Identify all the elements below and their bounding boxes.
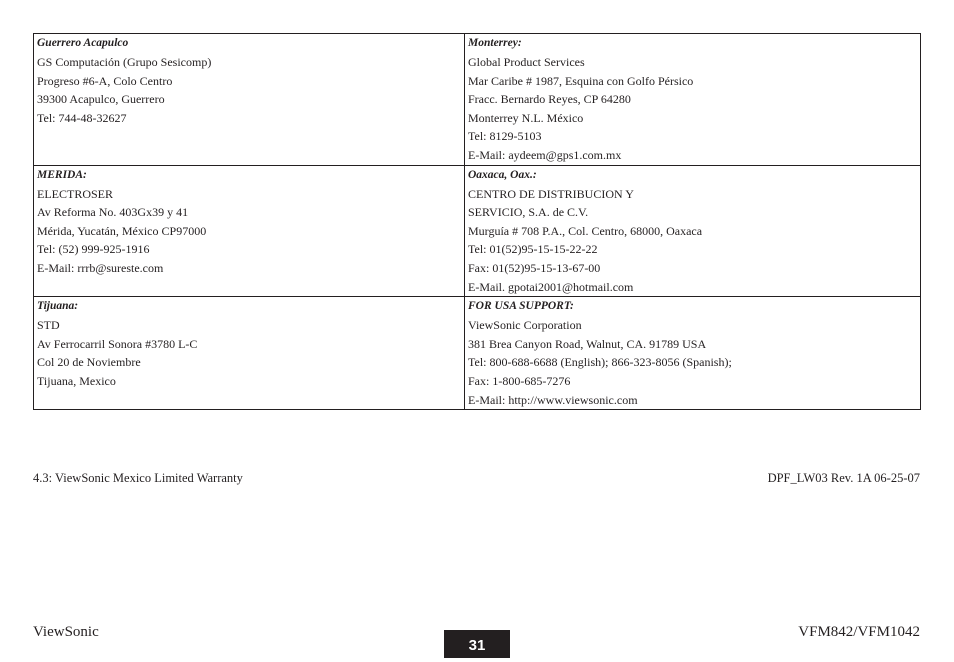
address-line: Mérida, Yucatán, México CP97000 xyxy=(37,223,207,238)
address-line: Tel: 800-688-6688 (English); 866-323-8056 (Spanish); xyxy=(468,355,732,370)
address-line: Murguía # 708 P.A., Col. Centro, 68000, Oaxaca xyxy=(468,223,703,238)
service-center-cell xyxy=(34,34,465,166)
service-center-heading: Tijuana: xyxy=(37,300,79,313)
address-line: E-Mail: rrrb@sureste.com xyxy=(37,260,164,275)
service-center-cell xyxy=(465,34,921,166)
service-center-heading: MERIDA: xyxy=(37,168,87,181)
service-center-cell xyxy=(34,297,465,410)
address-line: Tel: (52) 999-925-1916 xyxy=(37,242,150,257)
address-line: Tijuana, Mexico xyxy=(37,373,116,388)
address-line: Av Reforma No. 403Gx39 y 41 xyxy=(37,205,189,220)
address-line: E-Mail: aydeem@gps1.com.mx xyxy=(468,147,622,162)
address-line: Tel: 01(52)95-15-15-22-22 xyxy=(468,242,598,257)
revision-code: DPF_LW03 Rev. 1A 06-25-07 xyxy=(767,471,920,485)
address-line: Monterrey N.L. México xyxy=(468,110,584,125)
table-row xyxy=(34,297,921,410)
table-row xyxy=(34,165,921,297)
service-center-cell xyxy=(465,165,921,297)
service-center-heading: Oaxaca, Oax.: xyxy=(468,168,537,181)
address-line: STD xyxy=(37,318,60,333)
address-line: Col 20 de Noviembre xyxy=(37,355,141,370)
service-center-cell xyxy=(34,165,465,297)
section-title: 4.3: ViewSonic Mexico Limited Warranty xyxy=(33,471,243,485)
address-line: SERVICIO, S.A. de C.V. xyxy=(468,205,589,220)
address-line: 39300 Acapulco, Guerrero xyxy=(37,92,165,107)
table-row xyxy=(34,34,921,166)
service-centers-table xyxy=(33,33,921,410)
address-line: ViewSonic Corporation xyxy=(468,318,582,333)
model-number: VFM842/VFM1042 xyxy=(798,624,920,640)
address-line: Tel: 744-48-32627 xyxy=(37,110,127,125)
address-line: Progreso #6-A, Colo Centro xyxy=(37,73,173,88)
address-line: Mar Caribe # 1987, Esquina con Golfo Pérsico xyxy=(468,73,694,88)
service-center-heading: FOR USA SUPPORT: xyxy=(468,300,574,313)
address-line: Fax: 01(52)95-15-13-67-00 xyxy=(468,260,601,275)
address-line: Fax: 1-800-685-7276 xyxy=(468,373,571,388)
address-line: ELECTROSER xyxy=(37,186,114,201)
address-line: Av Ferrocarril Sonora #3780 L-C xyxy=(37,336,198,351)
address-line: Tel: 8129-5103 xyxy=(468,129,542,144)
address-line: Fracc. Bernardo Reyes, CP 64280 xyxy=(468,92,631,107)
page-number: 31 xyxy=(444,630,510,658)
address-line: Global Product Services xyxy=(468,55,585,69)
service-center-heading: Guerrero Acapulco xyxy=(37,37,129,49)
service-center-heading: Monterrey: xyxy=(468,37,522,49)
service-centers-body xyxy=(34,34,921,410)
address-line: E-Mail: http://www.viewsonic.com xyxy=(468,392,638,407)
address-line: 381 Brea Canyon Road, Walnut, CA. 91789 USA xyxy=(468,336,707,351)
address-line: E-Mail. gpotai2001@hotmail.com xyxy=(468,279,634,294)
address-line: CENTRO DE DISTRIBUCION Y xyxy=(468,186,634,201)
address-line: GS Computación (Grupo Sesicomp) xyxy=(37,55,212,69)
brand-name: ViewSonic xyxy=(33,624,99,640)
service-center-cell xyxy=(465,297,921,410)
